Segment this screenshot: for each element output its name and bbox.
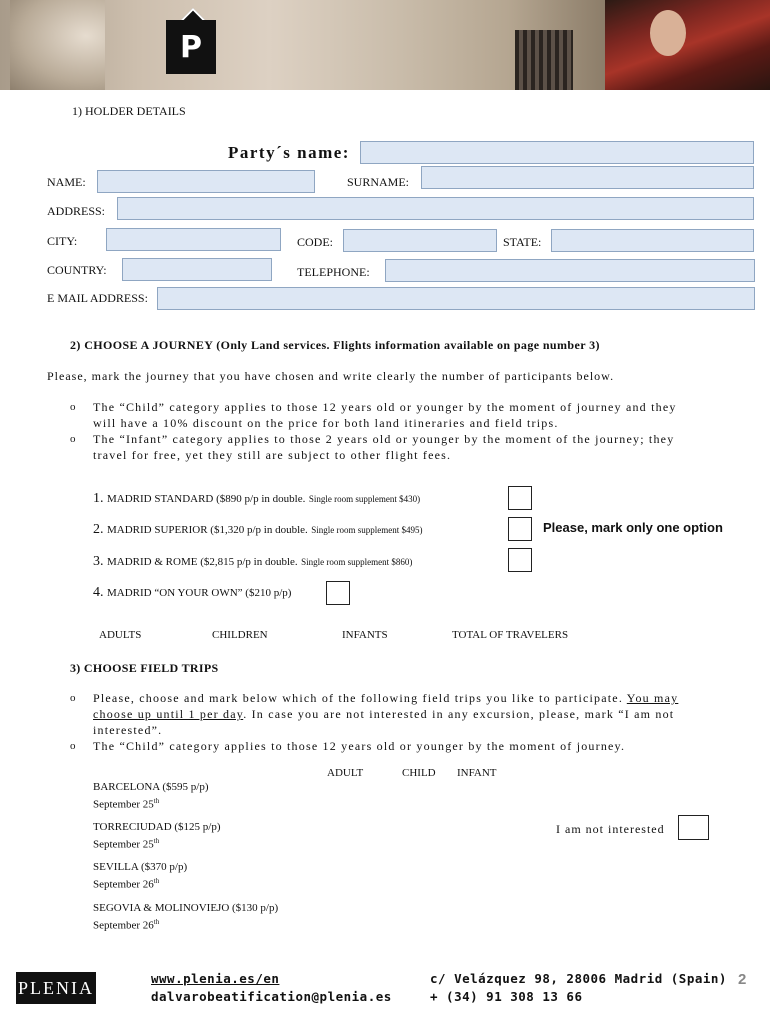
- banner-face-image: [650, 10, 686, 56]
- field-trips-child-note: The “Child” category applies to those 12 years old or younger by the moment of journey.: [93, 739, 626, 753]
- col-child: CHILD: [402, 767, 436, 779]
- journey-option-2-checkbox[interactable]: [508, 517, 532, 541]
- name-label: NAME:: [47, 175, 86, 189]
- trip-barcelona: [93, 780, 209, 812]
- bullet-icon: o: [70, 740, 76, 752]
- trip-date: September 26: [93, 878, 154, 891]
- code-label: CODE:: [297, 235, 333, 249]
- total-travelers-label: TOTAL OF TRAVELERS: [452, 629, 569, 641]
- child-note-line2: will have a 10% discount on the price for both land itineraries and field trips.: [93, 416, 559, 430]
- trip-date-sup: th: [153, 837, 160, 845]
- banner-window-image: [515, 30, 573, 90]
- section1-title: 1) HOLDER DETAILS: [72, 104, 186, 118]
- option-main: MADRID STANDARD ($890 p/p in double.: [107, 493, 306, 505]
- field-trips-note-line1: [93, 690, 678, 706]
- journey-option-3-checkbox[interactable]: [508, 548, 532, 572]
- journey-option-1-checkbox[interactable]: [508, 486, 532, 510]
- trip-date-row: [93, 834, 221, 852]
- surname-field[interactable]: [421, 166, 754, 189]
- col-adult: ADULT: [327, 767, 364, 779]
- website-link[interactable]: www.plenia.es/en: [151, 971, 280, 986]
- journey-option-3: [93, 554, 412, 570]
- bullet-icon: o: [70, 401, 76, 413]
- note-text: Please, choose and mark below which of the following field trips you like to participate.: [93, 691, 624, 705]
- trip-name: SEGOVIA & MOLINOVIEJO ($130 p/p): [93, 902, 279, 914]
- address-label: ADDRESS:: [47, 204, 106, 218]
- party-name-label: Party´s name:: [228, 143, 350, 162]
- trip-name: TORRECIUDAD ($125 p/p): [93, 821, 221, 833]
- option-main: MADRID SUPERIOR ($1,320 p/p in double.: [107, 524, 308, 536]
- footer-logo-stripe: [16, 968, 96, 972]
- section3-title: 3) CHOOSE FIELD TRIPS: [70, 661, 219, 675]
- option-number: 1.: [93, 491, 104, 506]
- office-address: c/ Velázquez 98, 28006 Madrid (Spain): [430, 971, 727, 986]
- trip-date-row: [93, 794, 209, 812]
- footer-logo: PLENIA: [16, 968, 96, 1004]
- option-number: 4.: [93, 585, 104, 600]
- name-field[interactable]: [97, 170, 315, 193]
- bullet-icon: o: [70, 433, 76, 445]
- email-field[interactable]: [157, 287, 755, 310]
- trip-date-sup: th: [153, 918, 160, 926]
- city-label: CITY:: [47, 234, 78, 248]
- children-label: CHILDREN: [212, 629, 268, 641]
- city-field[interactable]: [106, 228, 281, 251]
- office-phone: + (34) 91 308 13 66: [430, 989, 583, 1004]
- not-interested-label: I am not interested: [556, 822, 665, 836]
- section2-intro: Please, mark the journey that you have chosen and write clearly the number of participants below.: [47, 369, 615, 383]
- infant-note-line1: The “Infant” category applies to those 2 years old or younger by the moment of the journey; they: [93, 432, 675, 446]
- telephone-label: TELEPHONE:: [297, 265, 370, 279]
- trip-date-sup: th: [153, 797, 160, 805]
- country-label: COUNTRY:: [47, 263, 107, 277]
- banner-woman-image: [605, 0, 770, 90]
- trip-name: BARCELONA ($595 p/p): [93, 781, 209, 793]
- trip-torreciudad: [93, 820, 221, 852]
- section2-title: 2) CHOOSE A JOURNEY (Only Land services. Flights information available on page number 3): [70, 338, 600, 352]
- trip-sevilla: [93, 860, 187, 892]
- journey-option-4-checkbox[interactable]: [326, 581, 350, 605]
- trip-date: September 25: [93, 838, 154, 851]
- code-field[interactable]: [343, 229, 497, 252]
- field-trips-note-line2: [93, 706, 674, 722]
- option-number: 3.: [93, 554, 104, 569]
- bullet-icon: o: [70, 692, 76, 704]
- trip-name: SEVILLA ($370 p/p): [93, 861, 188, 873]
- trip-date: September 26: [93, 919, 154, 932]
- party-name-field[interactable]: [360, 141, 754, 164]
- infant-note-line2: travel for free, yet they still are subject to other flight fees.: [93, 448, 452, 462]
- option-main: MADRID & ROME ($2,815 p/p in double.: [107, 556, 298, 568]
- not-interested-checkbox[interactable]: [678, 815, 709, 840]
- col-infant: INFANT: [457, 767, 497, 779]
- state-label: STATE:: [503, 235, 542, 249]
- journey-option-4: [93, 585, 291, 601]
- trip-segovia: [93, 901, 278, 933]
- option-main: MADRID “ON YOUR OWN” ($210 p/p): [107, 587, 292, 599]
- trip-date-sup: th: [153, 877, 160, 885]
- trip-date-row: [93, 915, 278, 933]
- journey-option-2: [93, 522, 423, 538]
- contact-email[interactable]: dalvarobeatification@plenia.es: [151, 989, 392, 1004]
- email-label: E MAIL ADDRESS:: [47, 291, 148, 305]
- adults-label: ADULTS: [99, 629, 142, 641]
- single-option-notice: Please, mark only one option: [543, 520, 723, 535]
- option-supplement: Single room supplement $430): [308, 494, 421, 504]
- infants-label: INFANTS: [342, 629, 388, 641]
- note-underlined: You may: [626, 691, 679, 705]
- telephone-field[interactable]: [385, 259, 755, 282]
- option-supplement: Single room supplement $495): [311, 525, 423, 535]
- surname-label: SURNAME:: [347, 175, 410, 189]
- journey-option-1: [93, 491, 420, 507]
- page-number: 2: [738, 971, 747, 988]
- state-field[interactable]: [551, 229, 754, 252]
- header-banner: [0, 0, 770, 90]
- plenia-logo: P: [166, 20, 216, 74]
- note-text: . In case you are not interested in any excursion, please, mark “I am not: [243, 707, 675, 721]
- child-note-line1: The “Child” category applies to those 12 years old or younger by the moment of journey and they: [93, 400, 677, 414]
- country-field[interactable]: [122, 258, 272, 281]
- trip-date-row: [93, 874, 187, 892]
- note-underlined: choose up until 1 per day: [93, 707, 244, 721]
- address-field[interactable]: [117, 197, 754, 220]
- trip-date: September 25: [93, 798, 154, 811]
- option-number: 2.: [93, 522, 104, 537]
- field-trips-note-line3: interested”.: [93, 723, 163, 737]
- banner-arch-image: [10, 0, 105, 90]
- option-supplement: Single room supplement $860): [301, 557, 413, 567]
